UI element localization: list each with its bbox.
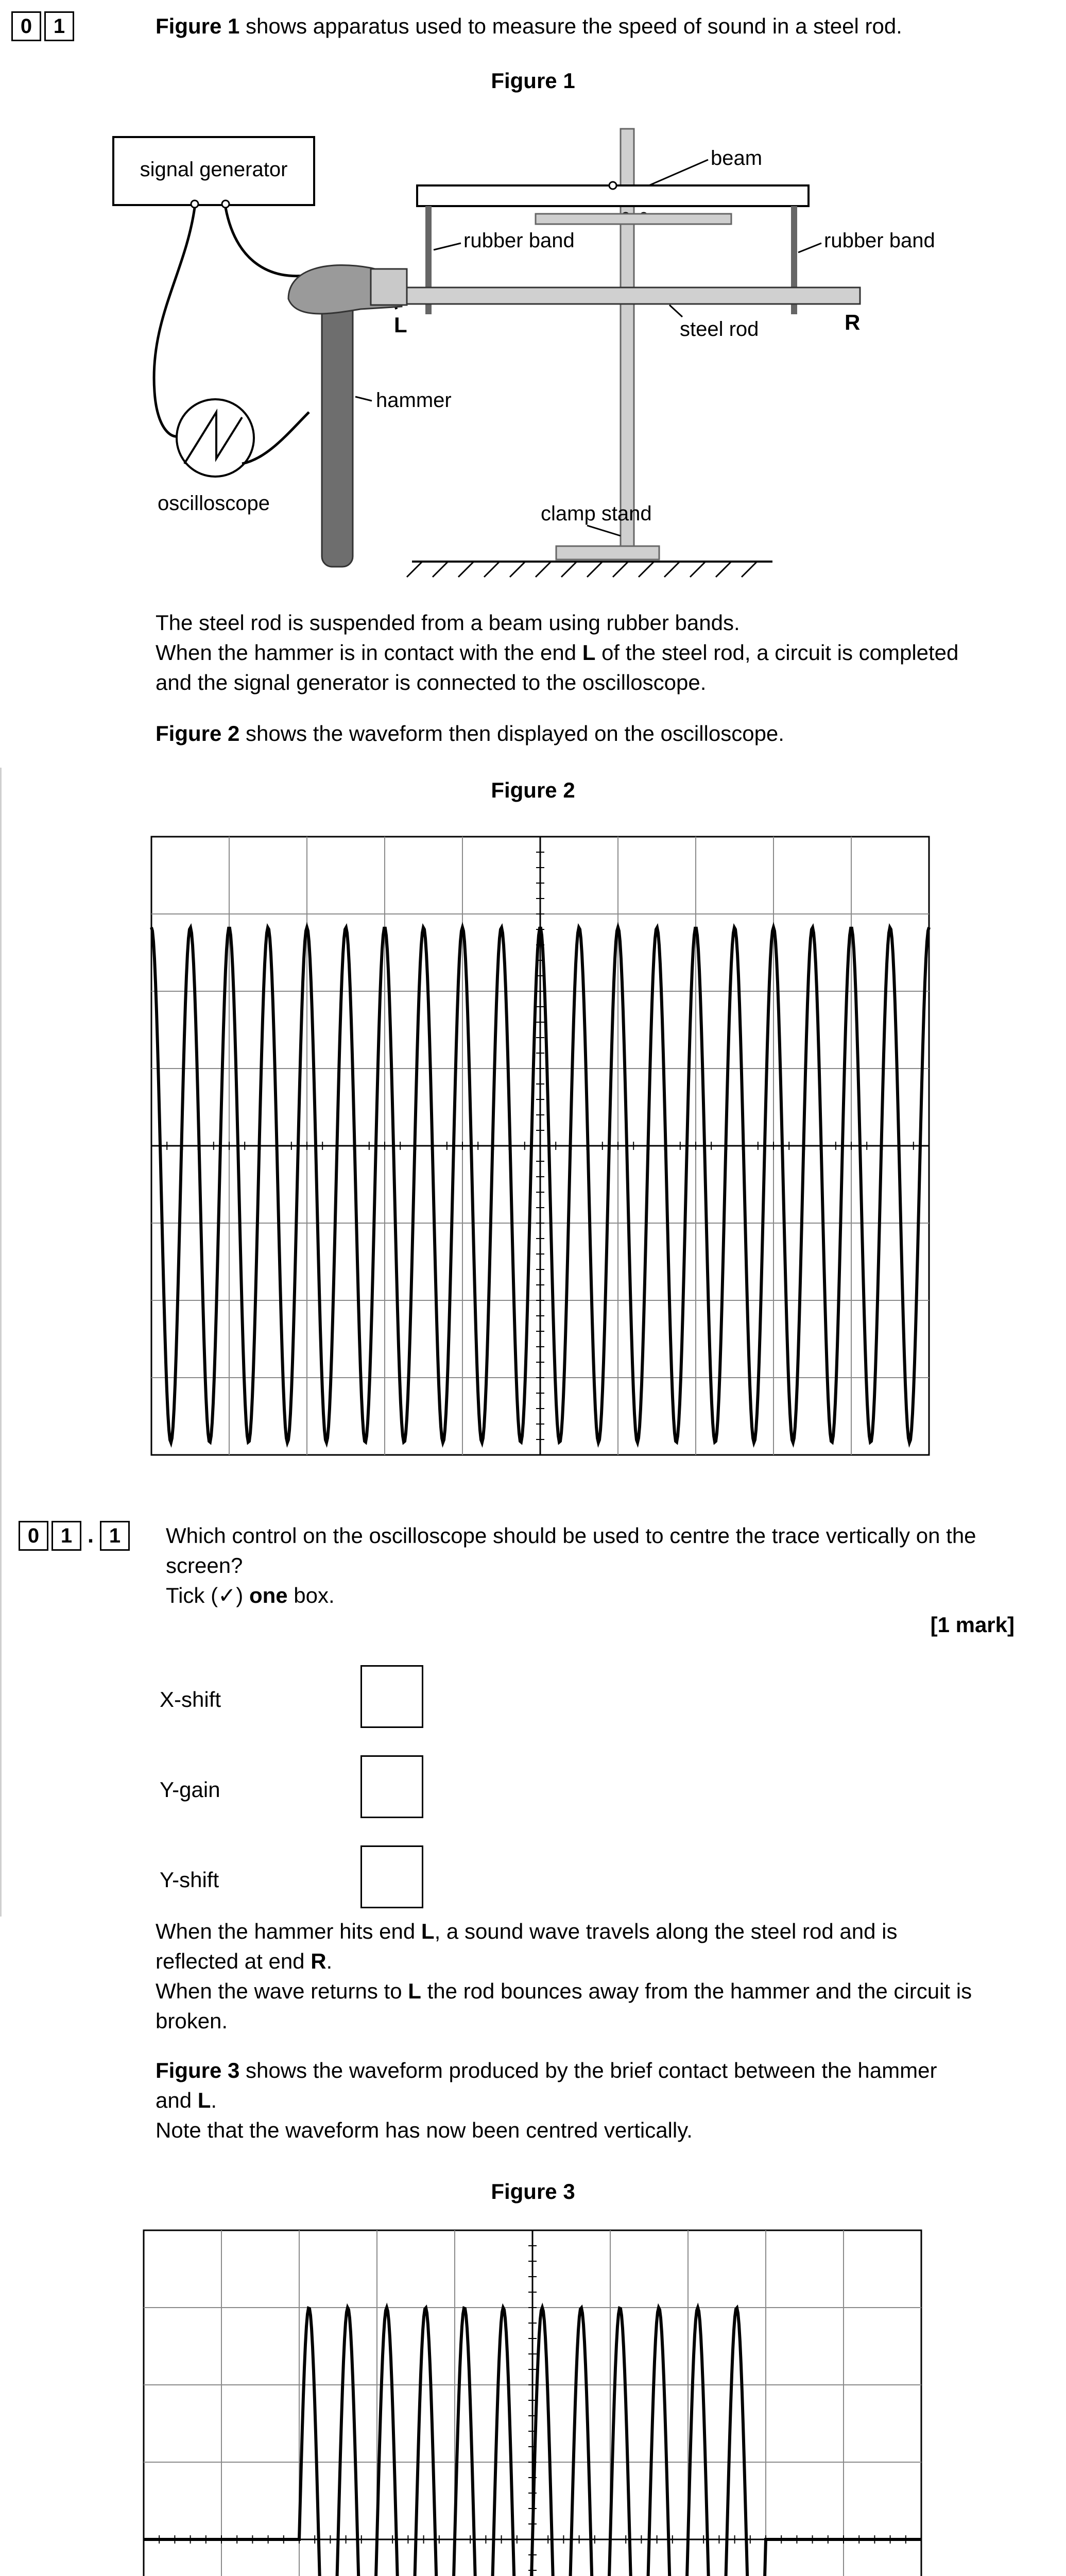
label-oscilloscope: oscilloscope bbox=[158, 492, 270, 515]
option-label-x-shift: X-shift bbox=[160, 1687, 221, 1711]
text-run: L bbox=[408, 1979, 421, 2003]
option-label-y-shift: Y-shift bbox=[160, 1868, 219, 1892]
figure-ref: Figure 3 bbox=[156, 2058, 240, 2082]
para-line: broken. bbox=[156, 2009, 228, 2033]
para-line bbox=[156, 1976, 972, 2006]
para-line bbox=[156, 2086, 937, 2115]
hammer-face bbox=[371, 269, 407, 305]
para-line bbox=[156, 1946, 972, 1976]
label-beam: beam bbox=[711, 147, 763, 170]
label-hammer: hammer bbox=[376, 389, 452, 412]
tick-instruction bbox=[166, 1581, 1021, 1611]
marks-01-1: [1 mark] bbox=[930, 1613, 1015, 1637]
hammer-handle bbox=[322, 294, 353, 567]
text-run: , a sound wave travels along the steel rod and is bbox=[434, 1919, 898, 1943]
question-number-01-1 bbox=[19, 1521, 133, 1550]
question-01-1-text bbox=[166, 1521, 1021, 1611]
label-clamp-stand: clamp stand bbox=[541, 502, 652, 525]
option-label-y-gain: Y-gain bbox=[160, 1777, 220, 1802]
figure-2-title: Figure 2 bbox=[491, 778, 575, 802]
text-run: shows the waveform produced by the brief contact between the hammer bbox=[239, 2058, 937, 2082]
text-run: L bbox=[197, 2088, 211, 2112]
paragraph-suspension bbox=[156, 608, 958, 698]
tickbox-y-shift[interactable] bbox=[360, 1845, 423, 1908]
label-steel-rod: steel rod bbox=[680, 318, 759, 341]
paragraph-reflection bbox=[156, 1917, 972, 2036]
paragraph-figure-3 bbox=[156, 2056, 937, 2145]
text-run: When the wave returns to bbox=[156, 1979, 408, 2003]
figure-3-title: Figure 3 bbox=[491, 2179, 575, 2204]
text-run: Tick (✓) bbox=[166, 1583, 249, 1607]
figure-1-title: Figure 1 bbox=[491, 69, 575, 93]
bench-hatching bbox=[407, 562, 757, 577]
tickbox-x-shift[interactable] bbox=[360, 1665, 423, 1728]
question-digit: 0 bbox=[11, 11, 41, 41]
question-line: Which control on the oscilloscope should be used to centre the trace vertically on the bbox=[166, 1523, 976, 1548]
pivot-icon bbox=[609, 182, 616, 189]
para-line: Note that the waveform has now been centred vertically. bbox=[156, 2118, 693, 2142]
text-run: shows the waveform then displayed on the oscilloscope. bbox=[239, 721, 784, 745]
label-rubber-band-left: rubber band bbox=[463, 229, 575, 252]
text-run: When the hammer is in contact with the end bbox=[156, 640, 582, 665]
text-run: L bbox=[421, 1919, 435, 1943]
intro-text: shows apparatus used to measure the speed of sound in a steel rod. bbox=[239, 14, 902, 38]
label-L: L bbox=[394, 313, 407, 337]
text-run: and bbox=[156, 2088, 198, 2112]
para-line bbox=[156, 2056, 937, 2086]
text-run: R bbox=[311, 1949, 326, 1973]
text-run: L bbox=[582, 640, 596, 665]
question-dot: . bbox=[87, 1522, 94, 1548]
text-run: the rod bounces away from the hammer and the circuit is bbox=[421, 1979, 972, 2003]
figure-3-oscilloscope bbox=[142, 2228, 930, 2576]
text-run: . bbox=[326, 1949, 333, 1973]
figure-1-apparatus bbox=[0, 103, 1066, 598]
terminal-icon bbox=[222, 200, 229, 208]
question-digit: 1 bbox=[51, 1521, 81, 1551]
text-run: . bbox=[211, 2088, 217, 2112]
para-line: and the signal generator is connected to the oscilloscope. bbox=[156, 670, 707, 694]
text-run: When the hammer hits end bbox=[156, 1919, 421, 1943]
figure-2-oscilloscope bbox=[149, 835, 932, 1463]
para-line bbox=[156, 638, 958, 668]
label-rubber-band-right: rubber band bbox=[824, 229, 935, 252]
para-line bbox=[156, 1917, 972, 1946]
terminal-icon bbox=[191, 200, 198, 208]
margin-line bbox=[0, 768, 2, 1917]
text-run: reflected at end bbox=[156, 1949, 311, 1973]
tickbox-y-gain[interactable] bbox=[360, 1755, 423, 1818]
label-R: R bbox=[845, 310, 861, 334]
intro-sentence bbox=[156, 11, 902, 41]
question-digit: 1 bbox=[44, 11, 74, 41]
wire-left bbox=[154, 208, 195, 436]
question-digit: 0 bbox=[19, 1521, 48, 1551]
figure-ref: Figure 2 bbox=[156, 721, 240, 745]
figure-2-sentence bbox=[156, 719, 784, 749]
question-number-01 bbox=[11, 11, 77, 40]
figure-ref: Figure 1 bbox=[156, 14, 240, 38]
text-run: of the steel rod, a circuit is completed bbox=[595, 640, 959, 665]
text-run: one bbox=[249, 1583, 288, 1607]
question-digit: 1 bbox=[100, 1521, 130, 1551]
question-line: screen? bbox=[166, 1553, 243, 1578]
label-signal-generator: signal generator bbox=[140, 158, 288, 181]
clamp-arm bbox=[536, 214, 731, 224]
steel-rod bbox=[407, 287, 860, 304]
clamp-stand-base bbox=[556, 546, 659, 560]
para-line: The steel rod is suspended from a beam using rubber bands. bbox=[156, 611, 740, 635]
text-run: box. bbox=[287, 1583, 335, 1607]
